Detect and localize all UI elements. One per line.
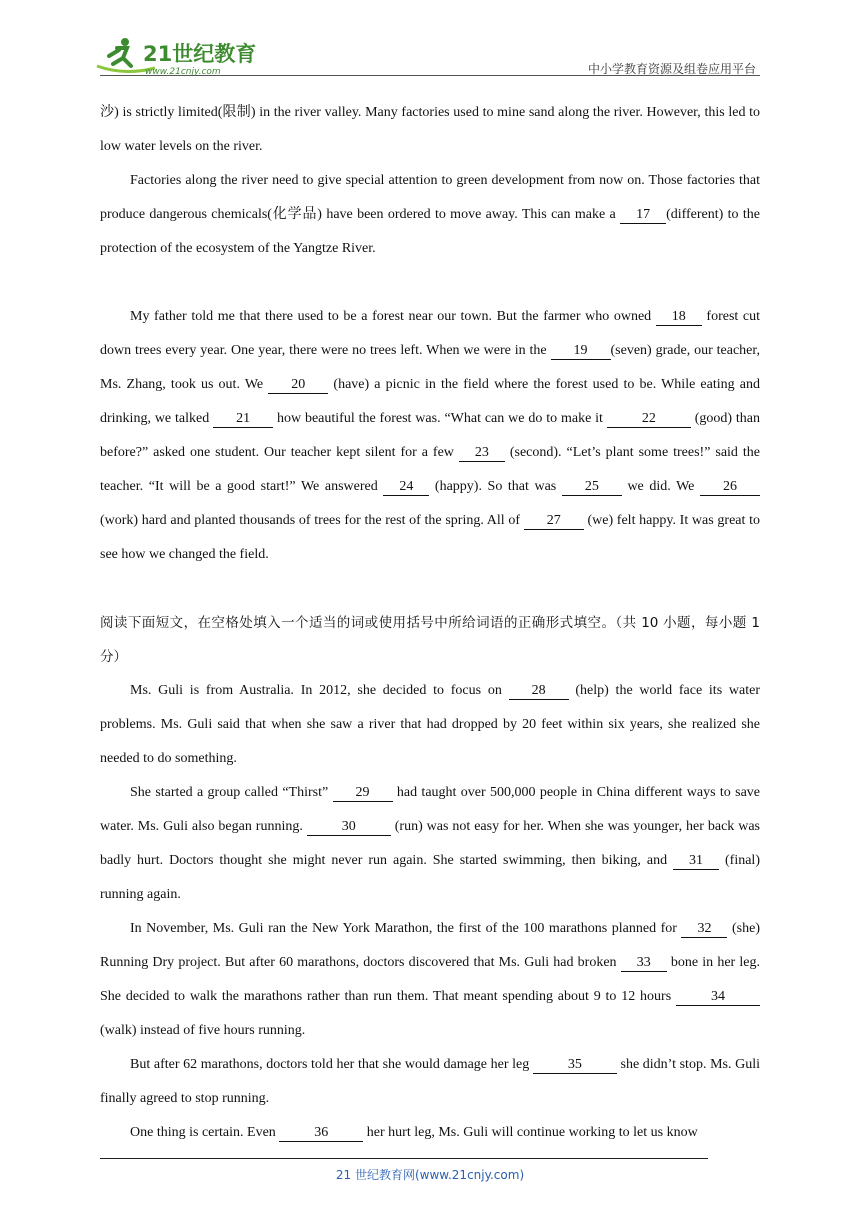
paragraph-text: (walk) instead of five hours running.: [100, 1023, 306, 1038]
paragraph-guli-4: [100, 1048, 760, 1116]
paragraph-guli-5: [100, 1116, 760, 1150]
blank-19[interactable]: 19: [551, 343, 611, 360]
paragraph-text: (have) a picnic in the field where the forest used to be. While eating and drinking, we talked: [100, 377, 760, 426]
blank-34[interactable]: 34: [676, 989, 760, 1006]
paragraph-text: (good) than before?” asked one student. Our teacher kept silent for a few: [100, 411, 760, 460]
blank-17[interactable]: 17: [620, 207, 666, 224]
paragraph-2: [100, 164, 760, 266]
blank-21[interactable]: 21: [213, 411, 273, 428]
paragraph-text: had taught over 500,000 people in China different ways to save water. Ms. Guli also began running.: [100, 785, 760, 834]
paragraph-text: forest cut down trees every year. One year, there were no trees left. When we were in the: [100, 309, 761, 358]
paragraph-text: (second). “Let’s plant some trees!” said the teacher. “It will be a good start!” We answered: [100, 445, 760, 494]
blank-36[interactable]: 36: [279, 1125, 363, 1142]
paragraph-text: (seven) grade, our teacher, Ms. Zhang, took us out. We: [100, 343, 760, 392]
blank-23[interactable]: 23: [459, 445, 505, 462]
section-spacer: [100, 266, 760, 300]
blank-32[interactable]: 32: [681, 921, 727, 938]
blank-28[interactable]: 28: [509, 683, 569, 700]
blank-35[interactable]: 35: [533, 1057, 617, 1074]
paragraph-text: But after 62 marathons, doctors told her that she would damage her leg: [130, 1057, 533, 1072]
paragraph-1: [100, 96, 760, 164]
paragraph-text: My father told me that there used to be a forest near our town. But the farmer who owned: [130, 309, 656, 324]
paragraph-guli-3: [100, 912, 760, 1048]
paragraph-text: (different) to the protection of the ecosystem of the Yangtze River.: [100, 207, 761, 256]
paragraph-text: One thing is certain. Even: [130, 1125, 280, 1140]
blank-22[interactable]: 22: [607, 411, 691, 428]
paragraph-text: (we) felt happy. It was great to see how we changed the field.: [100, 513, 760, 562]
paragraph-text: 沙) is strictly limited(限制) in the river valley. Many factories used to mine sand along the river. However, this led to low water levels on the river.: [100, 105, 760, 154]
platform-name: 中小学教育资源及组卷应用平台: [587, 62, 756, 76]
blank-24[interactable]: 24: [383, 479, 429, 496]
blank-18[interactable]: 18: [656, 309, 702, 326]
paragraph-text: (work) hard and planted thousands of trees for the rest of the spring. All of: [100, 513, 524, 528]
paragraph-text: (final) running again.: [100, 853, 760, 902]
paragraph-text: she didn’t stop. Ms. Guli finally agreed to stop running.: [100, 1057, 760, 1106]
footer-divider: [100, 1158, 708, 1159]
paragraph-text: Ms. Guli is from Australia. In 2012, she decided to focus on: [130, 683, 509, 698]
paragraph-text: In November, Ms. Guli ran the New York Marathon, the first of the 100 marathons planned for: [130, 921, 682, 936]
paragraph-text: (she) Running Dry project. But after 60 marathons, doctors discovered that Ms. Guli had broken: [100, 921, 760, 970]
section-spacer: [100, 572, 760, 606]
blank-25[interactable]: 25: [562, 479, 622, 496]
logo-url: www.21cnjy.com: [145, 67, 221, 77]
paragraph-guli-1: [100, 674, 760, 776]
blank-26[interactable]: 26: [700, 479, 760, 496]
document-body: [100, 96, 760, 1150]
paragraph-text: bone in her leg. She decided to walk the marathons rather than run them. That meant spending about 9 to 12 hours: [100, 955, 760, 1004]
blank-27[interactable]: 27: [524, 513, 584, 530]
paragraph-guli-2: [100, 776, 760, 912]
site-logo: [95, 36, 265, 76]
paragraph-text: (help) the world face its water problems. Ms. Guli said that when she saw a river that had dropped by 20 feet within six years, she realized she needed to do something.: [100, 683, 760, 766]
blank-20[interactable]: 20: [268, 377, 328, 394]
section-instruction: 阅读下面短文，在空格处填入一个适当的词或使用括号中所给词语的正确形式填空。（共 10 小题，每小题 1 分）: [100, 615, 760, 665]
passage-forest: [100, 300, 760, 572]
paragraph-text: her hurt leg, Ms. Guli will continue working to let us know: [363, 1125, 698, 1140]
header-divider: [100, 75, 760, 76]
page-header: [0, 0, 860, 80]
paragraph-text: She started a group called “Thirst”: [130, 785, 333, 800]
runner-logo-icon: [95, 36, 265, 78]
logo-text: 21世纪教育: [143, 42, 257, 66]
paragraph-text: Factories along the river need to give special attention to green development from now on. Those factories that produce dangerous chemicals(化学品) have been ordered to move away. This can make a: [100, 173, 760, 222]
blank-29[interactable]: 29: [333, 785, 393, 802]
paragraph-text: (run) was not easy for her. When she was younger, her back was badly hurt. Doctors thought she might never run again. She started swimming, then biking, and: [100, 819, 761, 868]
paragraph-text: we did. We: [621, 479, 700, 494]
paragraph-text: how beautiful the forest was. “What can we do to make it: [273, 411, 607, 426]
blank-30[interactable]: 30: [307, 819, 391, 836]
blank-31[interactable]: 31: [673, 853, 719, 870]
page-footer[interactable]: 21 世纪教育网(www.21cnjy.com): [335, 1168, 525, 1182]
blank-33[interactable]: 33: [621, 955, 667, 972]
paragraph-text: (happy). So that was: [429, 479, 562, 494]
